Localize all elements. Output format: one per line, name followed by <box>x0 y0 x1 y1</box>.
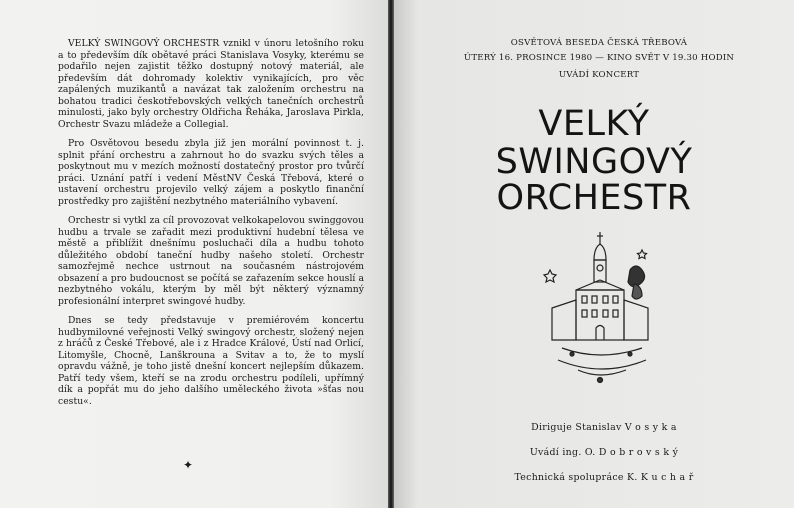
paragraph: VELKÝ SWINGOVÝ ORCHESTR vznikl v únoru letošního roku a to především dík obětavé práci Stanislava Vosyky, kterému se podařilo nejen zajistit těžko dostupný notový materiál, ale především dát dohromady kolektiv vynikajících, pro věc zapálených muzikantů a navázat tak založením orchestru na bohatou tradici českotřebovských velkých tanečních orchestrů minulosti, jako byly orchestry Oldřicha Řeháka, Jaroslava Pirkla, Orchestr Svazu mládeže a Collegial. <box>58 38 364 130</box>
ornament-star-icon: ✦ <box>183 458 194 472</box>
left-page <box>0 0 388 508</box>
date-line: ÚTERÝ 16. PROSINCE 1980 — KINO SVĚT V 19.30 HODIN <box>463 53 735 63</box>
title-line: VELKÝ <box>538 104 650 144</box>
paragraph: Dnes se tedy představuje v premiérovém koncertu hudbymilovné veřejnosti Velký swingový orchestr, složený nejen z hráčů z České Třebové, ale i z Hradce Králové, Ústí nad Orlicí, Litomyšle, Chocně, Lanškrouna a Svitav a to, že to myslí opravdu vážně, je toho jistě dnešní koncert nejlepším důkazem. Patří tedy všem, kteří se na zrodu orchestru podíleli, upřímný dík a popřát mu do jeho dalšího uměleckého života »šťas nou cestu«. <box>58 315 364 407</box>
paragraph: Pro Osvětovou besedu zbyla již jen morální povinnost t. j. splnit přání orchestru a zahrnout ho do svazku svých těles a poskytnout mu v mezích možností dostatečný prostor pro tvůrčí práci. Uznání patří i vedení MěstNV Česká Třebová, které o ustavení orchestru projevilo velký zájem a poskytlo finanční prostředky pro zajištění nezbytného materiálního vybavení. <box>58 138 364 207</box>
title-line: SWINGOVÝ <box>495 142 693 182</box>
intro-line: UVÁDÍ KONCERT <box>558 70 640 80</box>
right-page <box>394 0 794 508</box>
host-credit: Uvádí ing. O. D o b r o v s k ý <box>529 447 679 458</box>
technical-credit: Technická spolupráce K. K u c h a ř <box>514 472 694 483</box>
castle-illustration-icon <box>542 230 662 390</box>
organizer-line: OSVĚTOVÁ BESEDA ČESKÁ TŘEBOVÁ <box>510 38 688 48</box>
article-text <box>58 38 364 415</box>
title-line: ORCHESTR <box>496 178 692 218</box>
conductor-credit: Diriguje Stanislav V o s y k a <box>531 422 677 433</box>
paragraph: Orchestr si vytkl za cíl provozovat velkokapelovou swinggovou hudbu a trvale se zařadit mezi produktivní hudební tělesa ve městě a přiblížit dnešnímu posluchači díla a hudbu tohoto důležitého období taneční hudby našeho století. Orchestr samozřejmě nechce ustrnout na současném nástrojovém obsazení a pro budoucnost se počítá se zařazením sekce houslí a nezbytného vokálu, kterým by měl být některý významný profesionální interpret swingové hudby. <box>58 215 364 307</box>
